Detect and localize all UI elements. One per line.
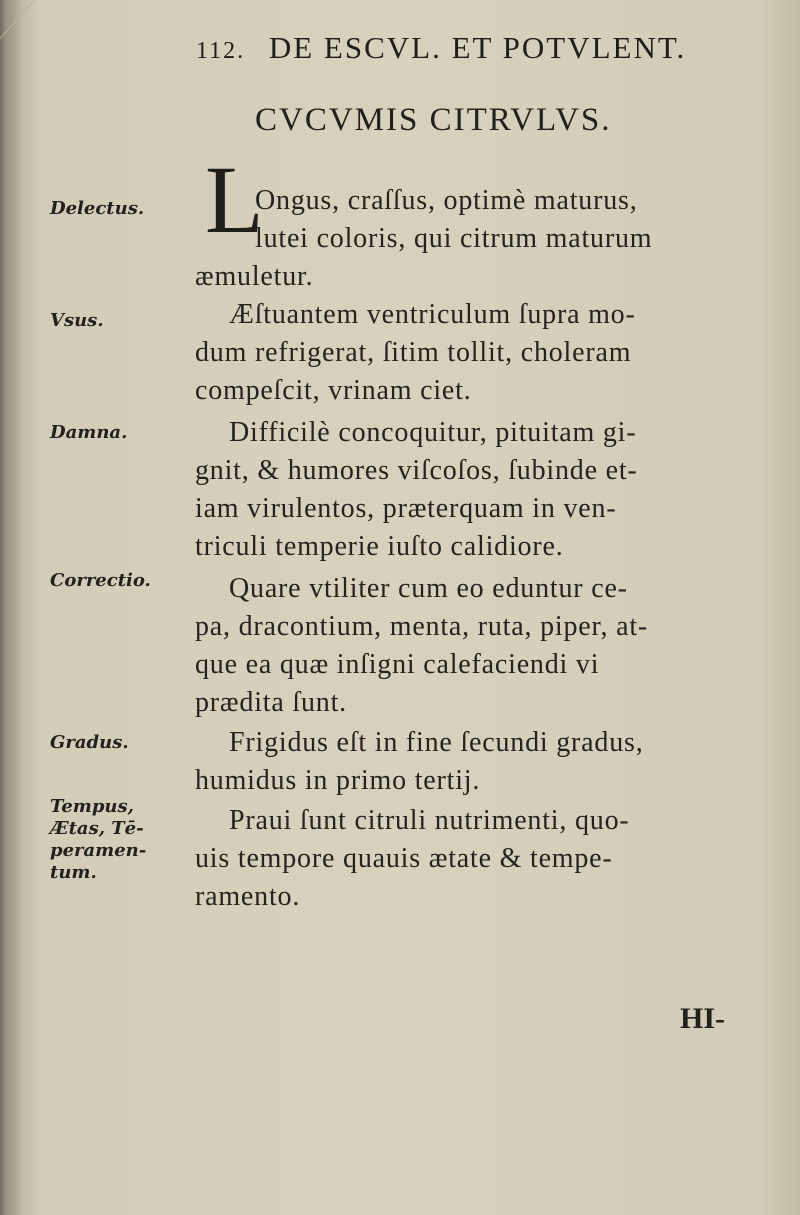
text-line: Quare vtiliter cum eo eduntur ce- bbox=[229, 573, 628, 604]
text-line: pa, dracontium, menta, ruta, piper, at- bbox=[195, 611, 649, 642]
paragraph-gradus bbox=[195, 724, 755, 800]
margin-note-usus: Vsus. bbox=[50, 310, 104, 331]
text-line: iam virulentos, præterquam in ven- bbox=[195, 493, 617, 524]
running-header bbox=[196, 30, 776, 66]
catchword: HI- bbox=[680, 1002, 725, 1035]
text-line: humidus in primo tertij. bbox=[195, 765, 481, 796]
paragraph-damna bbox=[195, 414, 755, 566]
text-line: ramento. bbox=[195, 881, 301, 912]
running-title: DE ESCVL. ET POTVLENT. bbox=[268, 30, 687, 65]
margin-note-correctio: Correctio. bbox=[50, 570, 151, 591]
page-number: 112. bbox=[196, 38, 246, 64]
paragraph-usus bbox=[195, 296, 755, 410]
margin-note-tempus bbox=[50, 796, 180, 884]
margin-note-line: peramen- bbox=[50, 840, 147, 861]
text-line: prædita ſunt. bbox=[195, 687, 347, 718]
text-line: Ongus, craſſus, optimè maturus, bbox=[255, 185, 638, 216]
page-gutter-shadow bbox=[0, 0, 22, 1215]
paragraph-delectus bbox=[195, 182, 755, 296]
text-line: Difficilè concoquitur, pituitam gi- bbox=[229, 417, 637, 448]
margin-note-damna: Damna. bbox=[50, 422, 128, 443]
text-line: Praui ſunt citruli nutrimenti, quo- bbox=[229, 805, 630, 836]
text-line: que ea quæ inſigni calefaciendi vi bbox=[195, 649, 600, 680]
text-line: gnit, & humores viſcoſos, ſubinde et- bbox=[195, 455, 638, 486]
margin-note-line: Ætas, Tē- bbox=[50, 818, 144, 839]
text-line: Æſtuantem ventriculum ſupra mo- bbox=[229, 299, 636, 330]
text-line: uis tempore quauis ætate & tempe- bbox=[195, 843, 613, 874]
text-line: Frigidus eſt in fine ſecundi gradus, bbox=[229, 727, 644, 758]
paragraph-tempus bbox=[195, 802, 755, 916]
margin-note-delectus: Delectus. bbox=[50, 198, 145, 219]
text-line: lutei coloris, qui citrum maturum bbox=[255, 223, 653, 254]
text-line: compeſcit, vrinam ciet. bbox=[195, 375, 472, 406]
text-line: triculi temperie iuſto calidiore. bbox=[195, 531, 564, 562]
text-line: dum refrigerat, ſitim tollit, choleram bbox=[195, 337, 632, 368]
margin-note-line: tum. bbox=[50, 862, 97, 883]
section-title: CVCVMIS CITRVLVS. bbox=[255, 102, 612, 138]
drop-cap: L bbox=[205, 146, 264, 253]
margin-note-gradus: Gradus. bbox=[50, 732, 129, 753]
paragraph-correctio bbox=[195, 570, 755, 722]
text-line: æmuletur. bbox=[195, 261, 314, 292]
margin-note-line: Tempus, bbox=[50, 796, 134, 817]
